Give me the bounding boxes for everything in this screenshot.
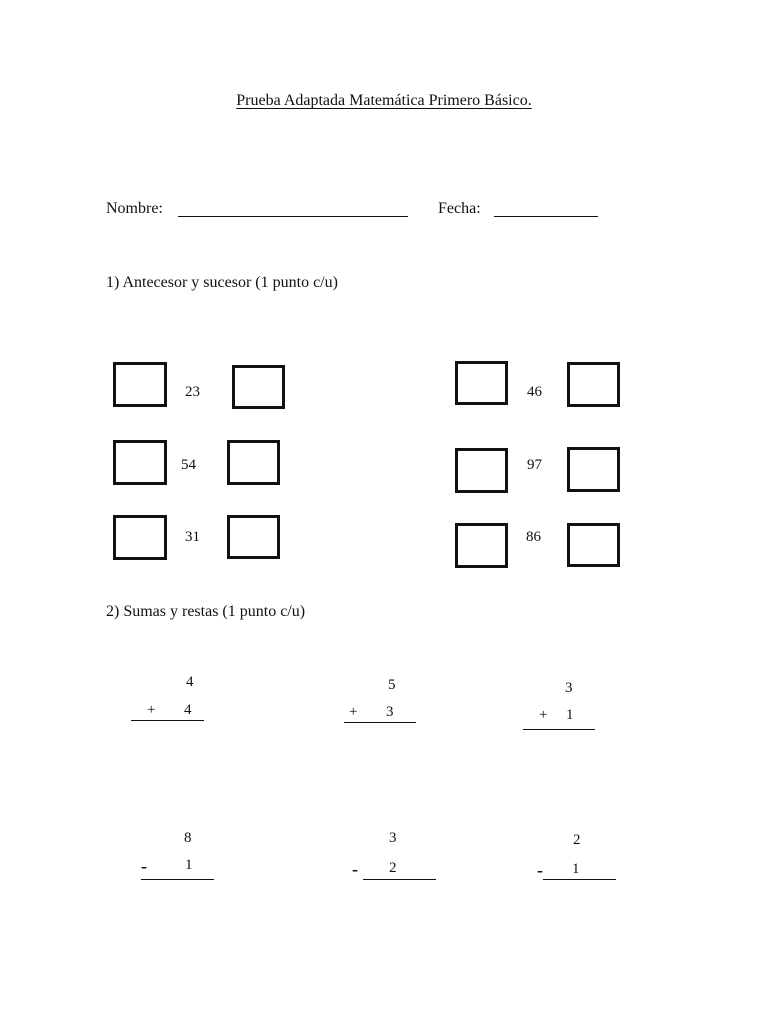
problem-2-bottom: 3 (386, 704, 394, 720)
successor-box-3[interactable] (227, 515, 280, 559)
predecessor-box-5[interactable] (455, 448, 508, 493)
problem-4-operator: - (141, 856, 147, 876)
section-1-heading: 1) Antecesor y sucesor (1 punto c/u) (106, 274, 338, 291)
predecessor-box-1[interactable] (113, 362, 167, 407)
problem-1-operator: + (147, 702, 156, 718)
successor-box-4[interactable] (567, 362, 620, 407)
problem-6-operator: - (537, 860, 543, 880)
number-1: 23 (185, 384, 200, 400)
problem-4-answer-line[interactable] (141, 879, 214, 880)
date-label: Fecha: (438, 200, 481, 217)
successor-box-5[interactable] (567, 447, 620, 492)
name-field[interactable] (178, 202, 408, 217)
problem-1-answer-line[interactable] (131, 720, 204, 721)
problem-3-top: 3 (565, 680, 573, 696)
number-2: 54 (181, 457, 196, 473)
problem-2-answer-line[interactable] (344, 722, 416, 723)
predecessor-box-2[interactable] (113, 440, 167, 485)
predecessor-box-6[interactable] (455, 523, 508, 568)
problem-1-top: 4 (186, 674, 194, 690)
predecessor-box-4[interactable] (455, 361, 508, 405)
problem-6-answer-line[interactable] (543, 879, 616, 880)
problem-6-top: 2 (573, 832, 581, 848)
problem-3-bottom: 1 (566, 707, 574, 723)
problem-5-top: 3 (389, 830, 397, 846)
name-label: Nombre: (106, 200, 163, 217)
predecessor-box-3[interactable] (113, 515, 167, 560)
problem-2-top: 5 (388, 677, 396, 693)
page-title: Prueba Adaptada Matemática Primero Básico. (236, 92, 532, 109)
problem-2-operator: + (349, 704, 358, 720)
number-4: 46 (527, 384, 542, 400)
number-3: 31 (185, 529, 200, 545)
problem-4-bottom: 1 (185, 857, 193, 873)
problem-5-answer-line[interactable] (363, 879, 436, 880)
successor-box-2[interactable] (227, 440, 280, 485)
problem-3-operator: + (539, 707, 548, 723)
problem-4-top: 8 (184, 830, 192, 846)
problem-6-bottom: 1 (572, 861, 580, 877)
date-field[interactable] (494, 202, 598, 217)
problem-3-answer-line[interactable] (523, 729, 595, 730)
problem-5-operator: - (352, 859, 358, 879)
problem-1-bottom: 4 (184, 702, 192, 718)
number-5: 97 (527, 457, 542, 473)
problem-5-bottom: 2 (389, 860, 397, 876)
number-6: 86 (526, 529, 541, 545)
section-2-heading: 2) Sumas y restas (1 punto c/u) (106, 603, 306, 620)
successor-box-1[interactable] (232, 365, 285, 409)
successor-box-6[interactable] (567, 523, 620, 567)
